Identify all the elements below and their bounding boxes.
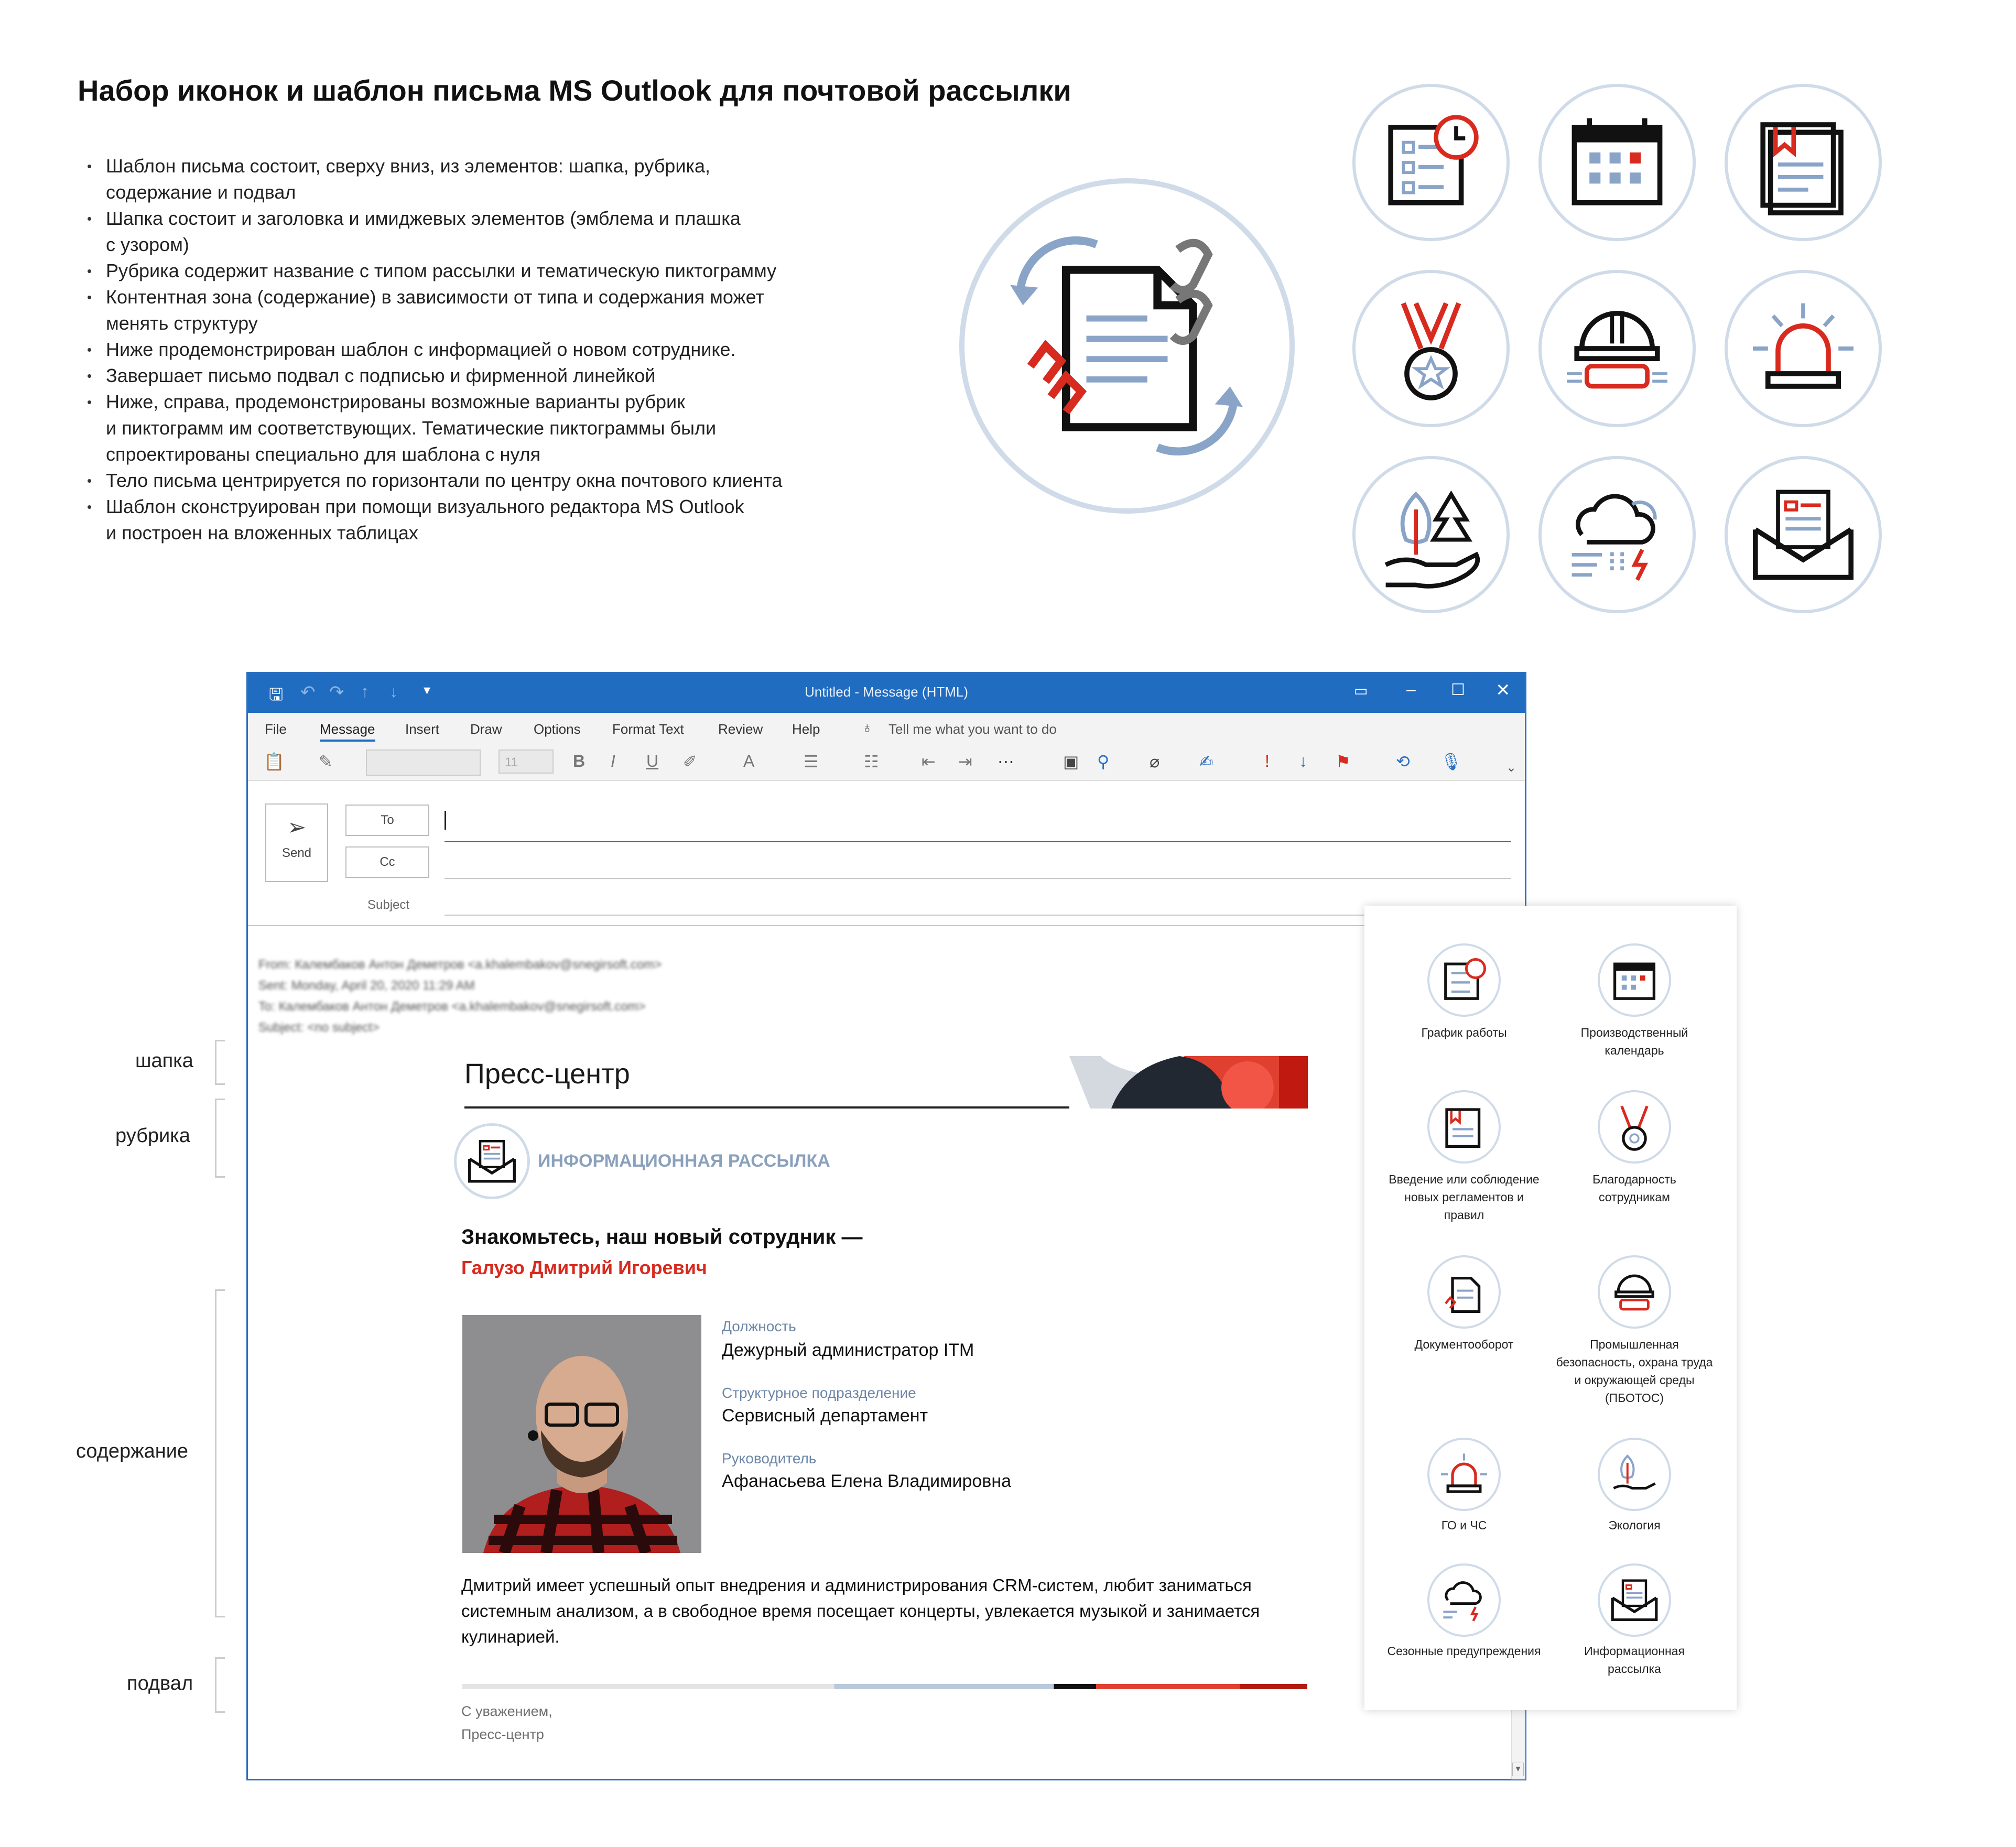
panel-weather-icon xyxy=(1427,1563,1501,1637)
text-cursor xyxy=(445,811,446,830)
schedule-icon xyxy=(1352,84,1510,241)
tab-file[interactable]: File xyxy=(265,721,287,737)
bullet-item-cont: с узором) xyxy=(106,234,189,255)
bullet-item: • Тело письма центрируется по горизонтали по центру окна почтового клиента xyxy=(84,468,923,494)
brace-header xyxy=(215,1040,225,1085)
bullet-item: • Завершает письмо подвал с подписью и фирменной линейкой xyxy=(84,363,923,389)
tab-format-text[interactable]: Format Text xyxy=(612,721,684,737)
quoted-from: From: Калембаков Антон Деметров <a.khalembakov@snegirsoft.com> xyxy=(258,958,662,972)
panel-envelope-icon xyxy=(1598,1563,1671,1637)
regards-text: С уважением, xyxy=(461,1703,552,1719)
panel-caption-envelope: Информационная рассылка xyxy=(1584,1644,1685,1676)
more-icon[interactable]: ⋯ xyxy=(998,752,1014,771)
tab-review[interactable]: Review xyxy=(718,721,763,737)
brace-content xyxy=(215,1289,225,1617)
panel-medal-icon xyxy=(1598,1090,1671,1164)
safety-helmet-icon xyxy=(1538,270,1696,427)
panel-caption-calendar: Производственный календарь xyxy=(1580,1026,1688,1057)
panel-calendar-icon xyxy=(1598,943,1671,1017)
field-label-position: Должность xyxy=(722,1318,796,1334)
send-label: Send xyxy=(281,846,312,860)
rubric-icons-panel xyxy=(1364,906,1737,1710)
label-rubric: рубрика xyxy=(115,1125,190,1147)
cc-button[interactable]: Cc xyxy=(345,846,429,878)
field-value-department: Сервисный департамент xyxy=(722,1406,928,1426)
bullet-item-cont: менять структуру xyxy=(106,312,258,334)
bullet-item: • Контентная зона (содержание) в зависимости от типа и содержания может xyxy=(84,284,923,310)
font-color-icon[interactable]: A xyxy=(743,752,755,770)
tell-me-box[interactable]: Tell me what you want to do xyxy=(888,721,1057,737)
alarm-light-icon xyxy=(1725,270,1882,427)
panel-caption-alarm: ГО и ЧС xyxy=(1441,1518,1487,1532)
to-button[interactable]: To xyxy=(345,805,429,836)
bullet-item: • Рубрика содержит название с типом рассылки и тематическую пиктограмму xyxy=(84,258,923,284)
bullet-item: • Шаблон письма состоит, сверху вниз, из элементов: шапка, рубрика, xyxy=(84,153,923,179)
tab-help[interactable]: Help xyxy=(792,721,820,737)
field-label-department: Структурное подразделение xyxy=(722,1385,916,1401)
header-pattern-plate xyxy=(1069,1056,1308,1109)
rubric-title: ИНФОРМАЦИОННАЯ РАССЫЛКА xyxy=(538,1151,830,1171)
maximize-icon[interactable]: ☐ xyxy=(1451,681,1465,699)
tab-insert[interactable]: Insert xyxy=(405,721,440,737)
minimize-icon[interactable]: – xyxy=(1406,680,1416,699)
paste-icon[interactable]: 📋 xyxy=(264,752,285,771)
panel-caption-weather: Сезонные предупреждения xyxy=(1387,1644,1541,1658)
bullet-item-cont: содержание и подвал xyxy=(106,181,296,203)
cc-input[interactable] xyxy=(445,846,1511,879)
font-size-select[interactable]: 11 xyxy=(498,749,554,774)
address-book-icon[interactable]: ▣ xyxy=(1063,752,1079,771)
down-icon[interactable]: ↓ xyxy=(389,682,398,701)
quoted-to: To: Калембаков Антон Деметров <a.khalembakov@snegirsoft.com> xyxy=(258,999,646,1014)
check-names-icon[interactable]: ⚲ xyxy=(1097,752,1110,771)
highlight-icon[interactable]: ✐ xyxy=(683,752,697,771)
tab-draw[interactable]: Draw xyxy=(470,721,502,737)
regulations-icon xyxy=(1725,84,1882,241)
loop-icon[interactable]: ⟲ xyxy=(1396,752,1410,771)
increase-indent-icon[interactable]: ⇥ xyxy=(958,752,972,771)
bullets-icon[interactable]: ☰ xyxy=(804,752,819,771)
quoted-sent: Sent: Monday, April 20, 2020 11:29 AM xyxy=(258,979,475,993)
tab-options[interactable]: Options xyxy=(534,721,581,737)
header-separator xyxy=(248,925,1525,926)
field-value-manager: Афанасьева Елена Владимировна xyxy=(722,1471,1012,1491)
dictate-icon[interactable]: 🎙 xyxy=(1440,752,1462,771)
bold-icon[interactable]: B xyxy=(573,752,586,770)
scroll-down-icon[interactable]: ▾ xyxy=(1512,1763,1524,1776)
ribbon-display-icon[interactable]: ▭ xyxy=(1354,682,1368,699)
title-bar xyxy=(248,673,1525,713)
decrease-indent-icon[interactable]: ⇤ xyxy=(922,752,936,771)
panel-document-flow-icon xyxy=(1427,1255,1501,1329)
medal-icon xyxy=(1352,270,1510,427)
bullet-item-cont: и пиктограмм им соответствующих. Тематические пиктограммы были xyxy=(106,417,717,439)
label-footer: подвал xyxy=(127,1672,193,1694)
subject-label: Subject xyxy=(367,898,410,912)
ribbon-tabs xyxy=(248,713,1525,742)
panel-regulations-icon xyxy=(1427,1090,1501,1164)
up-icon[interactable]: ↑ xyxy=(361,682,369,701)
press-center-title: Пресс-центр xyxy=(464,1058,630,1090)
rubric-envelope-icon xyxy=(454,1123,530,1199)
panel-caption-regulations: Введение или соблюдение новых регламентов и правил xyxy=(1389,1172,1540,1222)
description-list xyxy=(84,153,923,546)
field-value-position: Дежурный администратор ITM xyxy=(722,1340,974,1360)
bullet-item: • Шапка состоит и заголовка и имиджевых элементов (эмблема и плашка xyxy=(84,205,923,232)
brace-rubric xyxy=(215,1099,225,1178)
quoted-subject: Subject: <no subject> xyxy=(258,1020,380,1035)
bullet-item-cont: и построен на вложенных таблицах xyxy=(106,522,418,544)
calendar-icon xyxy=(1538,84,1696,241)
envelope-icon xyxy=(1725,456,1882,613)
customize-icon[interactable]: ▾ xyxy=(424,682,431,698)
panel-caption-document-flow: Документооборот xyxy=(1414,1338,1514,1351)
underline-icon[interactable]: U xyxy=(646,752,659,770)
bullet-item: • Ниже, справа, продемонстрированы возможные варианты рубрик xyxy=(84,389,923,415)
window-title: Untitled - Message (HTML) xyxy=(804,684,969,700)
panel-schedule-icon xyxy=(1427,943,1501,1017)
brace-footer xyxy=(215,1657,225,1713)
panel-caption-medal: Благодарность сотрудникам xyxy=(1592,1172,1676,1204)
signature-text: Пресс-центр xyxy=(461,1726,544,1742)
panel-safety-icon xyxy=(1598,1255,1671,1329)
panel-caption-safety: Промышленная безопасность, охрана труда и окружающей среды (ПБОТОС) xyxy=(1556,1338,1713,1405)
low-importance-icon[interactable]: ↓ xyxy=(1299,752,1307,770)
attach-icon[interactable]: ⌀ xyxy=(1150,752,1160,771)
save-icon[interactable]: 🖫 xyxy=(269,685,284,704)
lightbulb-icon: ♁ xyxy=(861,719,873,736)
intro-heading: Знакомьтесь, наш новый сотрудник — xyxy=(461,1225,863,1248)
employee-photo xyxy=(462,1315,701,1553)
format-painter-icon[interactable]: ✎ xyxy=(319,752,333,771)
collapse-ribbon-icon[interactable]: ⌄ xyxy=(1506,760,1517,775)
undo-icon[interactable]: ↶ xyxy=(300,682,316,702)
signature-icon[interactable]: ✍ xyxy=(1199,752,1213,771)
panel-ecology-icon xyxy=(1598,1438,1671,1511)
font-name-select[interactable] xyxy=(366,749,481,776)
ribbon-toolbar xyxy=(248,742,1525,781)
flag-icon[interactable]: ⚑ xyxy=(1336,752,1351,771)
header-underline xyxy=(464,1106,1093,1109)
tab-message[interactable]: Message xyxy=(320,721,375,742)
bullet-item: • Ниже продемонстрирован шаблон с информацией о новом сотруднике. xyxy=(84,336,923,363)
field-label-manager: Руководитель xyxy=(722,1450,817,1466)
label-content: содержание xyxy=(76,1440,189,1462)
bullet-item-cont: спроектированы специально для шаблона с нуля xyxy=(106,443,541,465)
panel-caption-schedule: График работы xyxy=(1421,1026,1507,1039)
send-button[interactable] xyxy=(265,803,328,882)
label-header: шапка xyxy=(135,1050,193,1072)
employee-description: Дмитрий имеет успешный опыт внедрения и администрирования CRM-систем, любит заниматься системным анализом, а в свободное время посещает концерты, увлекается музыкой и занимается кулинарией. xyxy=(461,1576,1260,1646)
redo-icon[interactable]: ↷ xyxy=(329,682,344,702)
panel-alarm-icon xyxy=(1427,1438,1501,1511)
to-input[interactable] xyxy=(445,805,1511,842)
send-icon: ➢ xyxy=(287,814,307,840)
employee-name: Галузо Дмитрий Игоревич xyxy=(461,1257,707,1278)
close-icon[interactable]: ✕ xyxy=(1495,680,1511,700)
weather-icon xyxy=(1538,456,1696,613)
page-title: Набор иконок и шаблон письма MS Outlook для почтовой рассылки xyxy=(78,74,1071,107)
panel-caption-ecology: Экология xyxy=(1608,1518,1661,1532)
brand-line xyxy=(462,1684,1307,1689)
subject-input[interactable] xyxy=(445,883,1511,916)
document-flow-hero-icon xyxy=(959,178,1295,514)
numbering-icon[interactable]: ☷ xyxy=(864,752,879,771)
ecology-icon xyxy=(1352,456,1510,613)
high-importance-icon[interactable]: ! xyxy=(1265,752,1270,770)
bullet-item: • Шаблон сконструирован при помощи визуального редактора MS Outlook xyxy=(84,494,923,520)
italic-icon[interactable]: I xyxy=(611,752,615,770)
